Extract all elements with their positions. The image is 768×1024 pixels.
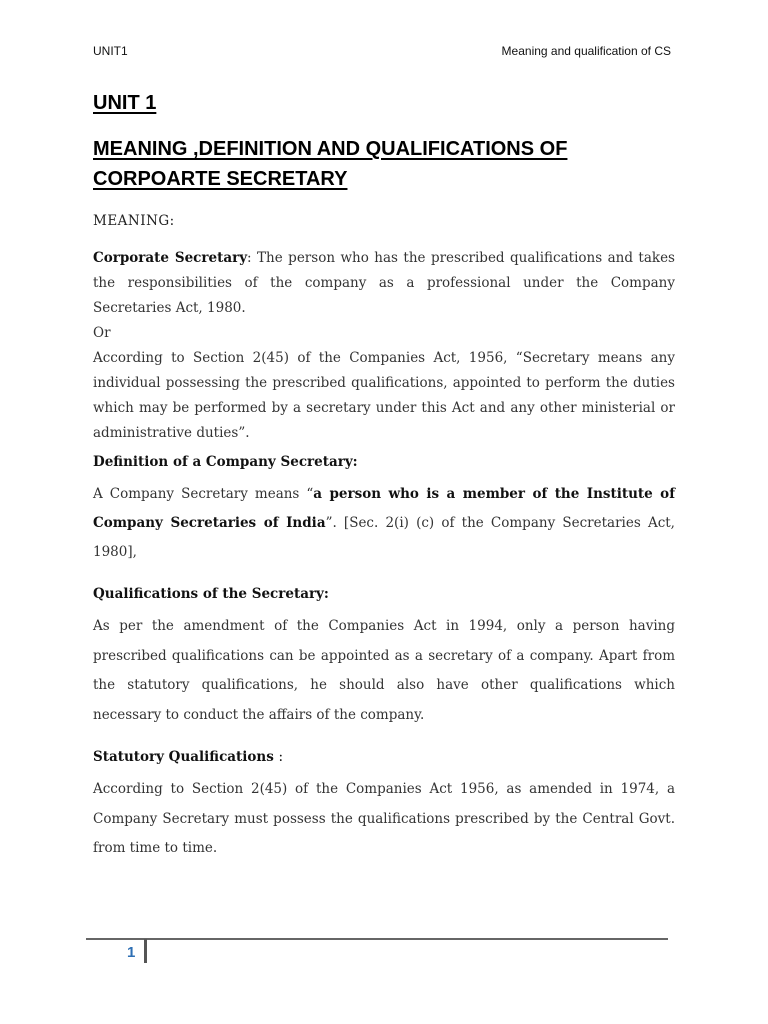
definition-paragraph — [93, 480, 675, 567]
statutory-heading — [93, 749, 283, 765]
definition-prefix: A Company Secretary means “ — [93, 486, 314, 502]
qualifications-heading: Qualifications of the Secretary: — [93, 586, 329, 602]
section-quote: According to Section 2(45) of the Companies Act, 1956, “Secretary means any individual possessing the prescribed qualifications, appointed to perform the duties which may be performed by a secretary under this Act and any other ministerial or administrative duties”. — [93, 350, 675, 441]
header-chapter-title: Meaning and qualification of CS — [501, 44, 671, 58]
main-title: MEANING ,DEFINITION AND QUALIFICATIONS OF CORPOARTE SECRETARY — [93, 138, 568, 190]
definition-suffix: ”. [Sec. 2(i) (c) of the Company Secretaries Act, 1980], — [93, 515, 675, 560]
corporate-secretary-text: : The person who has the prescribed qualifications and takes the responsibilities of the company as a professional under the Company Secretaries Act, 1980. — [93, 250, 675, 316]
qualifications-paragraph: As per the amendment of the Companies Act in 1994, only a person having prescribed qualifications can be appointed as a secretary of a company. Apart from the statutory qualifications, he should also have other qualifications which necessary to conduct the affairs of the company. — [93, 618, 675, 723]
corporate-secretary-term: Corporate Secretary — [93, 250, 248, 266]
meaning-paragraph — [93, 246, 675, 446]
definition-heading: Definition of a Company Secretary: — [93, 454, 358, 470]
footer-rule — [86, 938, 668, 940]
or-text: Or — [93, 325, 111, 341]
footer-divider — [144, 939, 147, 963]
statutory-paragraph: According to Section 2(45) of the Companies Act 1956, as amended in 1974, a Company Secretary must possess the qualifications prescribed by the Central Govt. from time to time. — [93, 781, 675, 856]
unit-title: UNIT 1 — [93, 92, 157, 114]
statutory-heading-colon: : — [278, 749, 284, 765]
statutory-heading-text: Statutory Qualifications — [93, 749, 274, 765]
page-number: 1 — [127, 944, 136, 961]
definition-bold: a person who is a member of the Institute of Company Secretaries of India — [93, 486, 675, 531]
header-unit-label: UNIT1 — [93, 44, 128, 58]
meaning-heading: MEANING: — [93, 213, 175, 229]
